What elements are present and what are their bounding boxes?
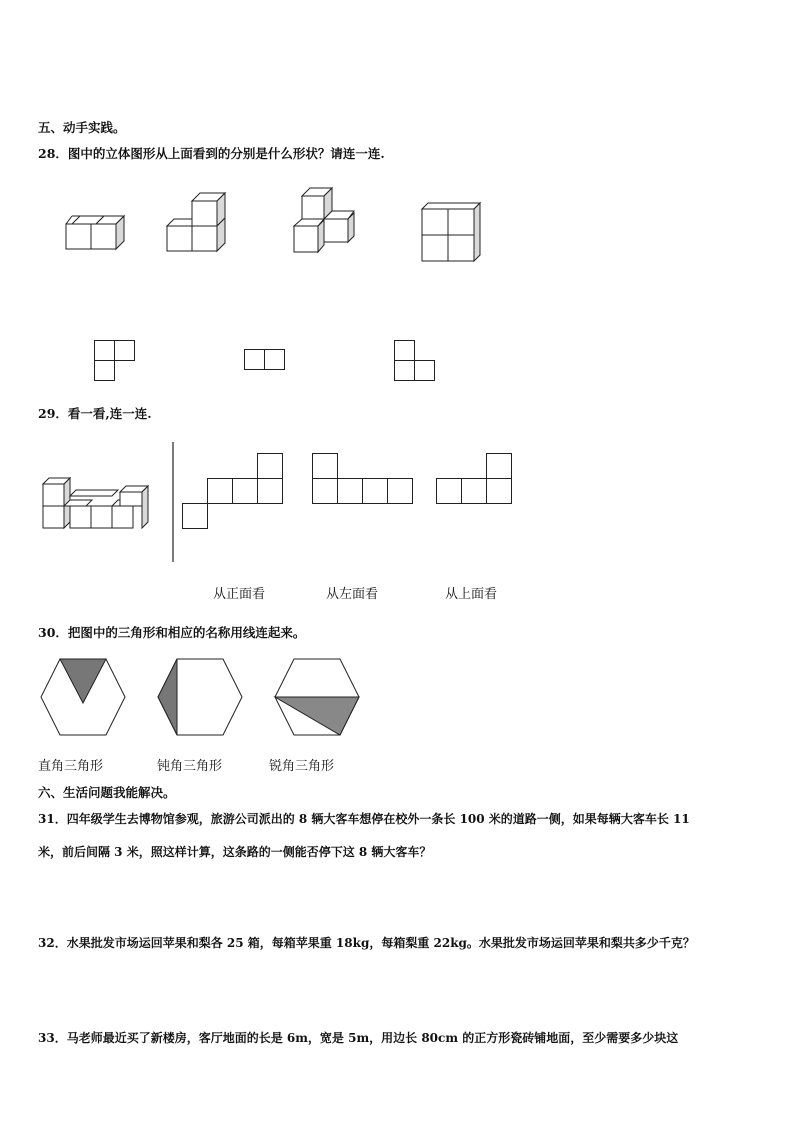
q30-hexagon-2	[155, 657, 245, 737]
q29-label-top: 从上面看	[445, 587, 498, 602]
q30-label-acute-triangle: 锐角三角形	[269, 759, 335, 774]
q31-text-line-1: 31．四年级学生去博物馆参观，旅游公司派出的 8 辆大客车想停在校外一条长 100 米的道路一侧，如果每辆大客车长 11	[38, 812, 690, 826]
q30-text: 30．把图中的三角形和相应的名称用线连起来。	[38, 625, 306, 640]
q28-solid-4	[416, 195, 486, 265]
q29-view-shape-3	[436, 453, 514, 505]
q29-view-shape-1	[182, 453, 284, 531]
section-5-title: 五、动手实践。	[38, 120, 126, 135]
q31-text-line-2: 米，前后间隔 3 米，照这样计算，这条路的一侧能否停下这 8 辆大客车？	[38, 845, 432, 859]
q30-hexagon-1	[38, 657, 128, 737]
q28-top-view-2	[244, 349, 286, 371]
q30-label-obtuse-triangle: 钝角三角形	[157, 759, 223, 774]
q29-solid	[40, 476, 156, 534]
q29-divider-line	[171, 442, 175, 562]
q29-label-front: 从正面看	[213, 587, 266, 602]
q28-solid-2	[160, 190, 232, 256]
q33-text: 33．马老师最近买了新楼房，客厅地面的长是 6m，宽是 5m，用边长 80cm 的正方形瓷砖铺地面，至少需要多少块这	[38, 1031, 679, 1045]
q32-text: 32．水果批发市场运回苹果和梨各 25 箱，每箱苹果重 18kg，每箱梨重 22kg。水果批发市场运回苹果和梨共多少千克？	[38, 936, 695, 950]
q30-label-right-triangle: 直角三角形	[38, 759, 104, 774]
q28-top-view-1	[94, 340, 136, 382]
q28-solid-3	[286, 185, 362, 259]
section-6-title: 六、生活问题我能解决。	[38, 785, 176, 800]
q29-text: 29．看一看,连一连.	[38, 406, 152, 421]
q28-top-view-3	[394, 340, 436, 382]
q28-text: 28．图中的立体图形从上面看到的分别是什么形状？请连一连.	[38, 146, 385, 161]
q30-hexagon-3	[272, 657, 362, 737]
q28-solid-1	[58, 198, 130, 254]
q29-view-shape-2	[312, 453, 414, 505]
q29-label-left: 从左面看	[326, 587, 379, 602]
